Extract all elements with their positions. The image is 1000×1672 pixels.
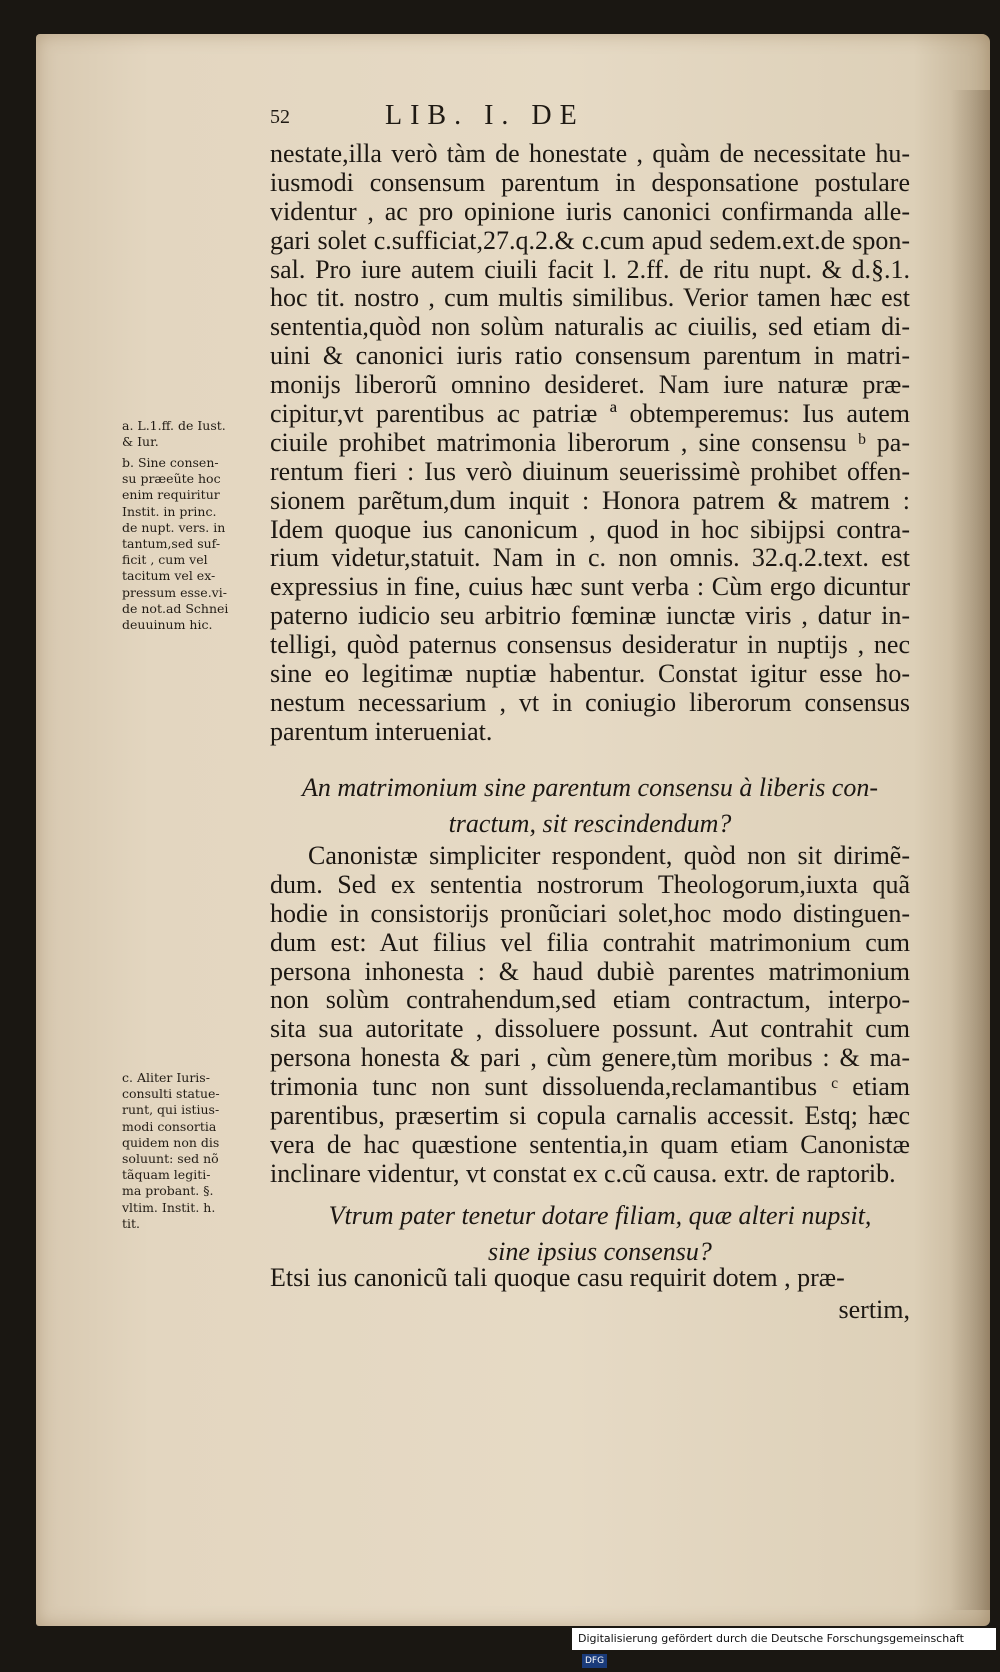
heading-line: Vtrum pater tenetur dotare filiam, quæ alteri nupsit, bbox=[328, 1201, 872, 1230]
footer-text: Digitalisierung gefördert durch die Deutsche Forschungsgemeinschaft bbox=[578, 1632, 964, 1645]
dfg-logo: DFG bbox=[582, 1654, 607, 1668]
text-line: sal. Pro iure autem ciuili facit l. 2.ff. de ritu nupt. & d.§.1. bbox=[270, 254, 910, 284]
text-line: paterno iudicio seu arbitrio fœminæ iunctæ viris , datur in- bbox=[270, 601, 910, 631]
heading-line: An matrimonium sine parentum consensu à liberis con- bbox=[301, 773, 879, 802]
text-line: vera de hac quæstione sententia,in quam etiam Canonistæ bbox=[270, 1129, 910, 1159]
text-line: Canonistæ simpliciter respondent, quòd non sit dirimẽ- bbox=[308, 841, 910, 870]
section-heading-2 bbox=[300, 1198, 900, 1270]
text-line: nestate,illa verò tàm de honestate , quàm de necessitate hu- bbox=[270, 139, 910, 168]
note-line: & Iur. bbox=[122, 434, 159, 450]
note-line: deuuinum hic. bbox=[122, 617, 213, 633]
margin-note-a bbox=[122, 418, 262, 450]
text-line: Etsi ius canonicũ tali quoque casu requirit dotem , præ- bbox=[270, 1263, 845, 1292]
text-line: sine eo legitimæ nuptiæ habentur. Constat igitur esse ho- bbox=[270, 659, 910, 689]
page-edge-shadow bbox=[950, 90, 990, 1610]
running-header bbox=[270, 100, 710, 136]
note-line: su præeũte hoc bbox=[122, 471, 221, 487]
text-line: nestum necessarium , vt in coniugio liberorum consensus bbox=[270, 687, 910, 717]
main-text-block-1 bbox=[270, 140, 910, 747]
text-line: dum. Sed ex sententia nostrorum Theologorum,iuxta quã bbox=[270, 869, 910, 899]
section-heading-1 bbox=[290, 770, 890, 842]
heading-line: sine ipsius consensu? bbox=[488, 1237, 712, 1266]
note-line: a. L.1.ff. de Iust. bbox=[122, 418, 226, 433]
digitization-footer bbox=[572, 1628, 996, 1666]
text-line: trimonia tunc non sunt dissoluenda,reclamantibus ᶜ etiam bbox=[270, 1072, 910, 1102]
text-line: videntur , ac pro opinione iuris canonici confirmanda alle- bbox=[270, 196, 910, 226]
text-line: inclinare videntur, vt constat ex c.cũ causa. extr. de raptorib. bbox=[270, 1158, 896, 1188]
text-line: telligi, quòd paternus consensus desideratur in nuptijs , nec bbox=[270, 630, 910, 660]
text-line: gari solet c.sufficiat,27.q.2.& c.cum apud sedem.ext.de spon- bbox=[270, 225, 910, 255]
text-line: sententia,quòd non solùm naturalis ac ciuilis, sed etiam di- bbox=[270, 312, 910, 342]
catchword: sertim, bbox=[838, 1295, 910, 1324]
note-line: tit. bbox=[122, 1215, 141, 1231]
text-line: persona honesta & pari , cùm genere,tùm moribus : & ma- bbox=[270, 1043, 910, 1073]
text-line: persona inhonesta : & haud dubiè parentes matrimonium bbox=[270, 956, 910, 986]
heading-line: tractum, sit rescindendum? bbox=[448, 809, 732, 838]
text-line: sionem parẽtum,dum inquit : Honora patrem & matrem : bbox=[270, 485, 910, 515]
note-line: runt, qui istius- bbox=[122, 1102, 220, 1118]
text-line: non solùm contrahendum,sed etiam contractum, interpo- bbox=[270, 985, 910, 1015]
note-line: enim requiritur bbox=[122, 487, 220, 503]
note-line: ficit , cum vel bbox=[122, 552, 208, 568]
note-line: ma probant. §. bbox=[122, 1183, 214, 1199]
text-line: rentum fieri : Ius verò diuinum seuerissimè prohibet offen- bbox=[270, 456, 910, 486]
text-line: ciuile prohibet matrimonia liberorum , sine consensu ᵇ pa- bbox=[270, 427, 910, 457]
text-line: cipitur,vt parentibus ac patriæ ª obtemperemus: Ius autem bbox=[270, 399, 910, 429]
note-line: b. Sine consen- bbox=[122, 455, 219, 470]
text-line: uini & canonici iuris ratio consensum parentum in matri- bbox=[270, 341, 910, 371]
note-line: quidem non dis bbox=[122, 1134, 220, 1150]
note-line: c. Aliter Iuris- bbox=[122, 1070, 210, 1085]
note-line: de not.ad Schnei bbox=[122, 600, 229, 616]
note-line: vltim. Instit. h. bbox=[122, 1199, 216, 1215]
margin-note-b bbox=[122, 455, 262, 633]
note-line: soluunt: sed nõ bbox=[122, 1151, 219, 1167]
text-line: Idem quoque ius canonicum , quod in hoc sibijpsi contra- bbox=[270, 514, 910, 544]
note-line: tacitum vel ex- bbox=[122, 568, 216, 584]
note-line: pressum esse.vi- bbox=[122, 584, 227, 600]
text-line: parentum interueniat. bbox=[270, 716, 493, 746]
text-line: sita sua autoritate , dissoluere possunt. Aut contrahit cum bbox=[270, 1014, 910, 1044]
note-line: de nupt. vers. in bbox=[122, 519, 226, 535]
text-line: expressius in fine, cuius hæc sunt verba : Cùm ergo dicuntur bbox=[270, 572, 910, 602]
text-line: monijs liberorũ omnino desideret. Nam iure naturæ præ- bbox=[270, 370, 910, 400]
note-line: modi consortia bbox=[122, 1118, 217, 1134]
running-title: LIB. I. DE bbox=[385, 100, 585, 131]
text-line: rium videtur,statuit. Nam in c. non omnis. 32.q.2.text. est bbox=[270, 543, 910, 573]
text-line: hodie in consistorijs pronũciari solet,hoc modo distinguen- bbox=[270, 898, 910, 928]
main-text-block-3 bbox=[270, 1262, 910, 1326]
main-text-block-2 bbox=[270, 842, 910, 1189]
margin-note-c bbox=[122, 1070, 262, 1232]
text-line: iusmodi consensum parentum in desponsatione postulare bbox=[270, 167, 910, 197]
text-line: dum est: Aut filius vel filia contrahit matrimonium cum bbox=[270, 927, 910, 957]
text-line: hoc tit. nostro , cum multis similibus. Verior tamen hæc est bbox=[270, 283, 910, 313]
note-line: tãquam legiti- bbox=[122, 1167, 211, 1183]
note-line: consulti statue- bbox=[122, 1086, 220, 1102]
page-number: 52 bbox=[270, 106, 290, 128]
note-line: tantum,sed suf- bbox=[122, 536, 221, 552]
text-line: parentibus, præsertim si copula carnalis accessit. Estq; hæc bbox=[270, 1101, 910, 1131]
note-line: Instit. in princ. bbox=[122, 503, 217, 519]
